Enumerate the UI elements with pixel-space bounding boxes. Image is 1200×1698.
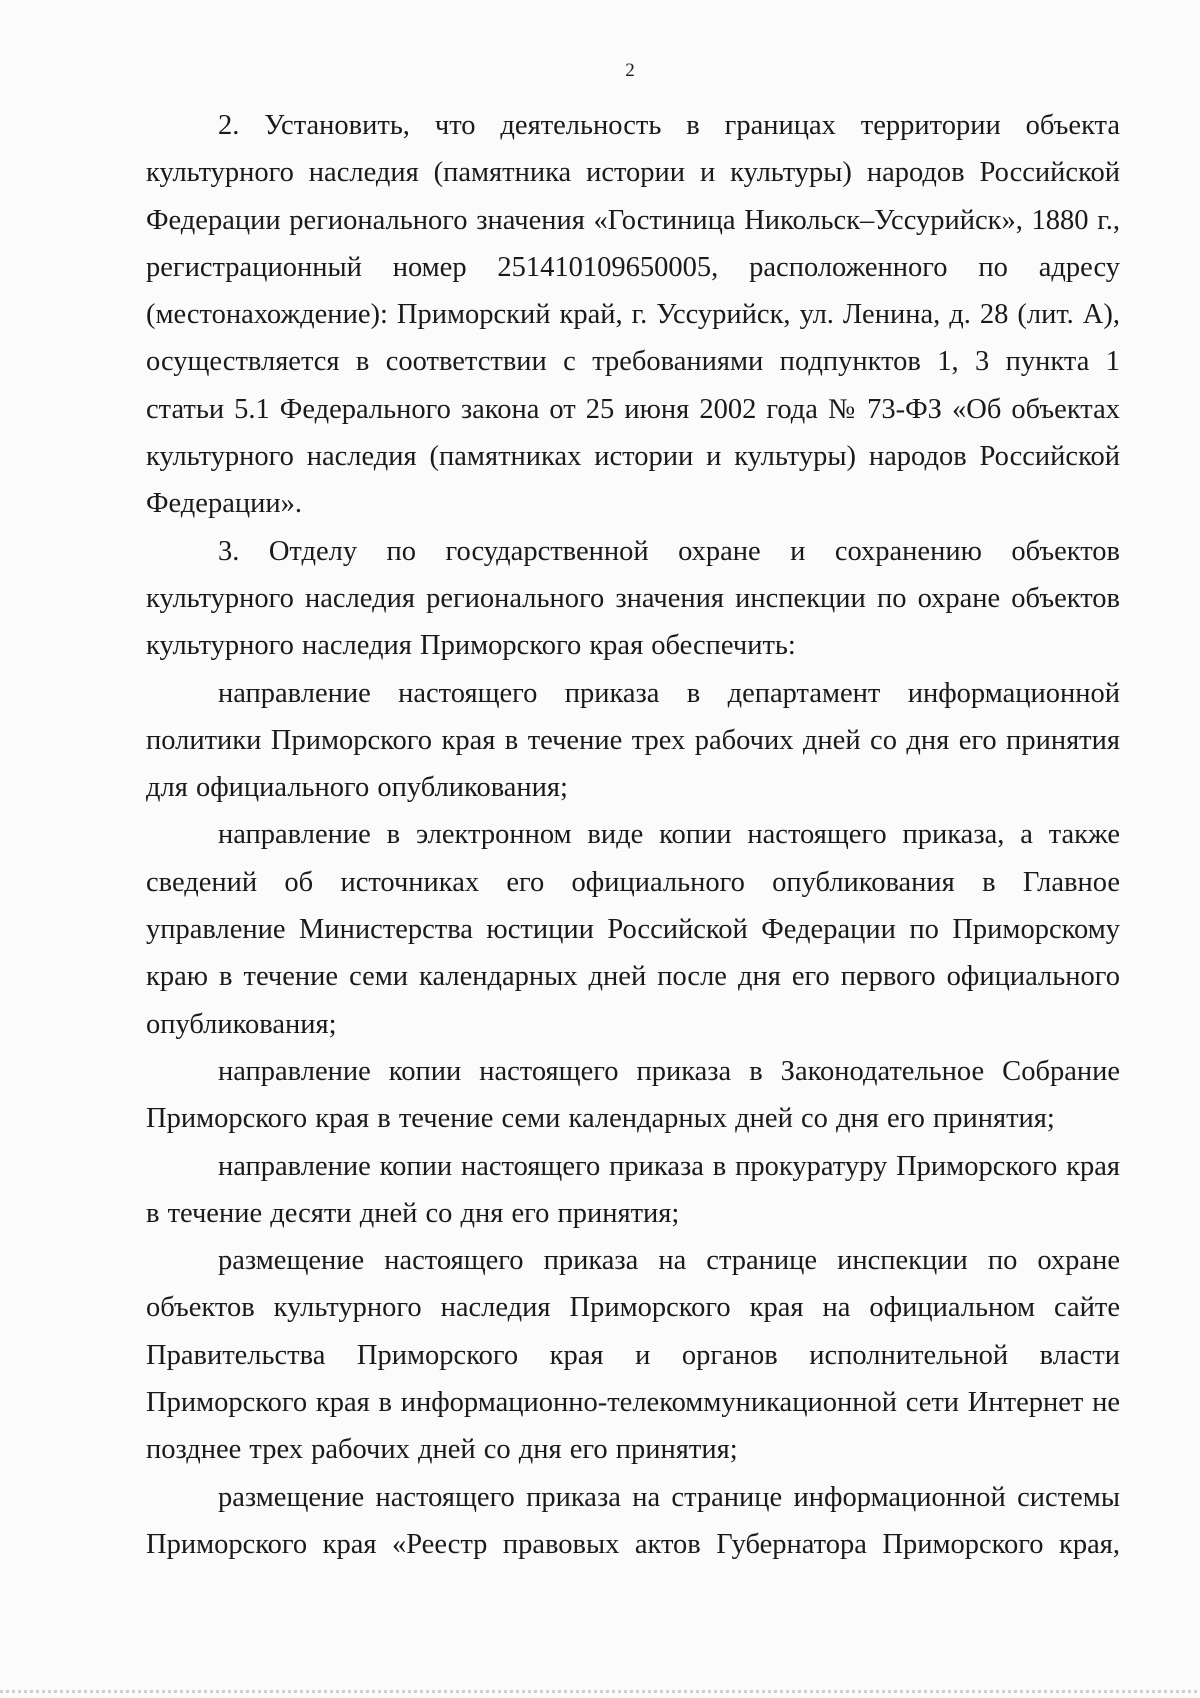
paragraph-sub-4: направление копии настоящего приказа в прокуратуру Приморского края в течение десяти дней со дня его принятия; xyxy=(146,1150,1120,1229)
paragraph-sub-6: размещение настоящего приказа на странице информационной системы Приморского края «Реестр правовых актов Губернатора Приморского края, xyxy=(146,1481,1120,1560)
scan-edge-line xyxy=(0,1690,1200,1693)
paragraph-sub-2: направление в электронном виде копии настоящего приказа, а также сведений об источниках его официального опубликования в Главное управление Министерства юстиции Российской Федерации по Приморскому краю в течение семи календарных дней после дня его первого официального опубликования; xyxy=(146,819,1120,1040)
paragraph-sub-1: направление настоящего приказа в департамент информационной политики Приморского края в течение трех рабочих дней со дня его принятия для официального опубликования; xyxy=(146,677,1120,804)
paragraph-item-2: 2. Установить, что деятельность в границах территории объекта культурного наследия (памятника истории и культуры) народов Российской Федерации регионального значения «Гостиница Никольск–Уссурийск», 1880 г., регистрационный номер 251410109650005, расположенного по адресу (местонахождение): Приморский край, г. Уссурийск, ул. Ленина, д. 28 (лит. А), осуществляется в соответствии с требованиями подпунктов 1, 3 пункта 1 статьи 5.1 Федерального закона от 25 июня 2002 года № 73-ФЗ «Об объектах культурного наследия (памятниках истории и культуры) народов Российской Федерации». xyxy=(146,110,1120,520)
paragraph-sub-5: размещение настоящего приказа на странице инспекции по охране объектов культурного наследия Приморского края на официальном сайте Правительства Приморского края и органов исполнительной власти Приморского края в информационно-телекоммуникационной сети Интернет не позднее трех рабочих дней со дня его принятия; xyxy=(146,1245,1120,1466)
document-body xyxy=(146,102,1120,1568)
paragraph-sub-3: направление копии настоящего приказа в Законодательное Собрание Приморского края в течение семи календарных дней со дня его принятия; xyxy=(146,1055,1120,1135)
paragraph-item-3: 3. Отделу по государственной охране и сохранению объектов культурного наследия регионального значения инспекции по охране объектов культурного наследия Приморского края обеспечить: xyxy=(146,535,1120,662)
page-number: 2 xyxy=(625,60,635,81)
